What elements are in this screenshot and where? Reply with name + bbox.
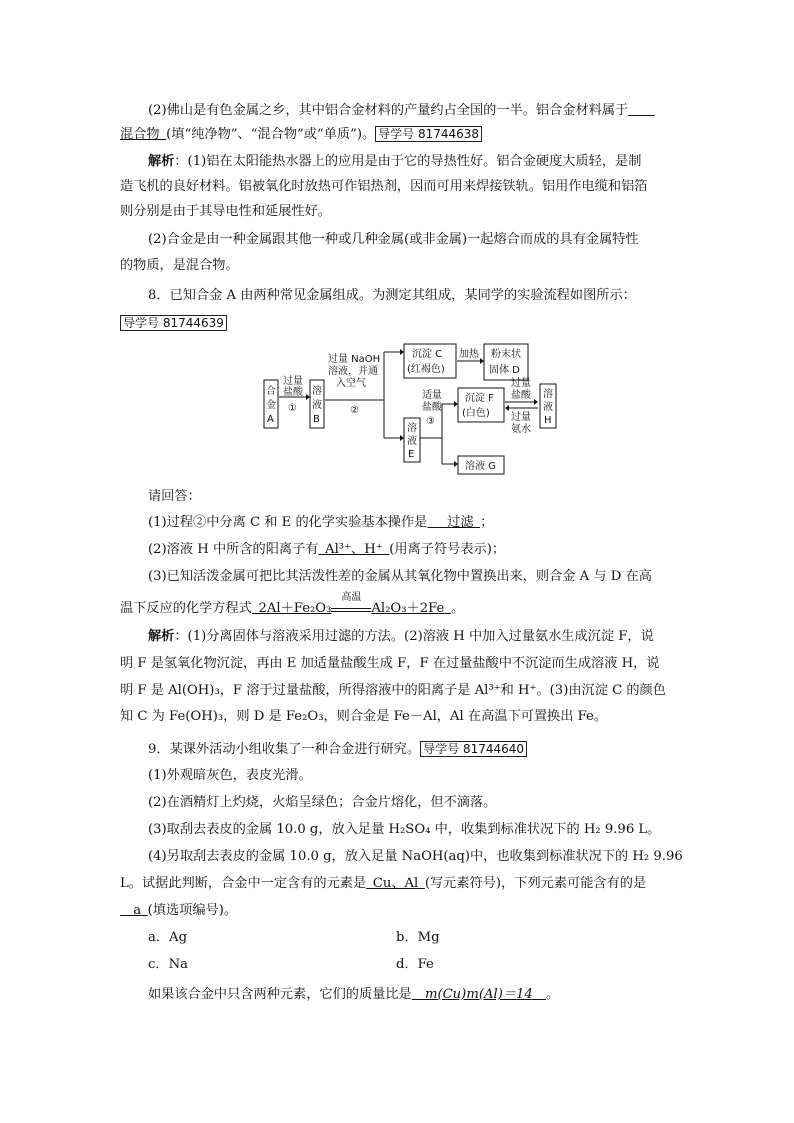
q7-jiexi-line5: 的物质，是混合物。 <box>120 258 239 273</box>
q7-part2-line2: 混合物 (填“纯净物”、“混合物”或“单质”)。 导学号 81744638 <box>120 125 482 144</box>
q7-answer-blank: 混合物 <box>120 127 160 142</box>
solh-char-2: 液 <box>543 402 553 413</box>
nh3-mid: 氨水 <box>511 424 531 435</box>
q8-equation-rhs: Al₂O₃＋2Fe <box>371 601 445 616</box>
q8-answer-3-line1: (3)已知活泼金属可把比其活泼性差的金属从其氧化物中置换出来，则合金 A 与 D 在高 <box>148 569 652 584</box>
heat-label: 加热 <box>459 349 479 360</box>
q8-ref-line <box>120 314 227 333</box>
nh3-top: 过量 <box>511 412 531 423</box>
q9-blank-2: a <box>133 903 142 918</box>
step1-reagent-mid: 盐酸 <box>283 387 303 398</box>
q9-blank-3: m(Cu)m(Al)＝14 <box>424 987 533 1002</box>
q9-stem: 9．某课外活动小组收集了一种合金进行研究。 导学号 81744640 <box>148 740 527 759</box>
q9-blank-1: Cu、Al <box>372 876 419 891</box>
q9-option-c: c．Na <box>148 957 188 972</box>
solid-d-l1: 粉末状 <box>491 349 521 360</box>
q8-answer-2: (2)溶液 H 中所含的阳离子有 Al³⁺、H⁺ (用离子符号表示)； <box>148 542 506 557</box>
alloy-char-3: A <box>267 414 274 425</box>
q8-ask: 请回答： <box>148 489 201 504</box>
solh-char-1: 溶 <box>543 389 553 400</box>
solb-char-1: 溶 <box>312 386 322 397</box>
solb-char-3: B <box>313 414 320 425</box>
q9-ref-number: 导学号 81744640 <box>420 741 527 757</box>
q7-jiexi-line1: 解析：(1)铝在太阳能热水器上的应用是由于它的导热性好。铝合金硬度大质轻，是制 <box>148 154 642 169</box>
sole-char-2: 液 <box>407 436 417 447</box>
sole-char-3: E <box>408 449 415 460</box>
q9-statement-3: (3)取刮去表皮的金属 10.0 g，放入足量 H₂SO₄ 中，收集到标准状况下的 H₂ 9.96 L。 <box>148 822 661 837</box>
q9-statement-4-line2: L。试据此判断，合金中一定含有的元素是 Cu、Al (写元素符号)，下列元素可能含有的是 <box>120 876 647 891</box>
step2-reagent-l2: 溶液，并通 <box>328 366 378 377</box>
alloy-char-1: 合 <box>266 386 276 397</box>
ppt-c-label: 沉淀 C <box>412 349 443 360</box>
q8-blank-2: Al³⁺、H⁺ <box>325 542 383 557</box>
q8-ref-number: 导学号 81744639 <box>120 315 227 331</box>
q8-jiexi-line2: 明 F 是氢氧化物沉淀，再由 E 加适量盐酸生成 F，F 在过量盐酸中不沉淀而生成溶液 H，说 <box>120 656 660 671</box>
solh-char-3: H <box>544 415 552 426</box>
q7-jiexi-line3: 则分别是由于其导电性和延展性好。 <box>120 204 331 219</box>
q8-jiexi-line3: 明 F 是 Al(OH)₃，F 溶于过量盐酸，所得溶液中的阳离子是 Al³⁺和 H⁺。(3)由沉淀 C 的颜色 <box>120 683 666 698</box>
q7-jiexi-line2: 造飞机的良好材料。铝被氧化时放热可作铝热剂，因而可用来焊接铁轨。铝用作电缆和铝箔 <box>120 179 648 194</box>
q8-stem: 8．已知合金 A 由两种常见金属组成。为测定其组成，某同学的实验流程如图所示： <box>148 288 636 303</box>
experiment-flow-diagram <box>262 342 562 477</box>
hcl-top: 过量 <box>511 378 531 389</box>
q7-jiexi-line4: (2)合金是由一种金属跟其他一种或几种金属(或非金属)一起熔合而成的具有金属特性 <box>148 232 639 247</box>
step1-reagent-top: 过量 <box>283 376 303 387</box>
arrowhead-step1 <box>306 394 310 400</box>
q7-part2-line1: (2)佛山是有色金属之乡，其中铝合金材料的产量约占全国的一半。铝合金材料属于 <box>148 103 629 118</box>
jiexi-label: 解析 <box>148 154 175 169</box>
step3-reagent-mid: 盐酸 <box>422 402 442 413</box>
equation-condition-arrow: 高温 <box>331 600 371 612</box>
q8-answer-3-line2: 温下反应的化学方程式 2Al＋Fe₂O₃ 高温 Al₂O₃＋2Fe 。 <box>120 592 465 616</box>
ppt-c-color: (红褐色) <box>407 364 445 375</box>
q9-mass-ratio-line: 如果该合金中只含两种元素，它们的质量比是 m(Cu)m(Al)＝14 。 <box>148 987 560 1002</box>
q8-jiexi-line1: 解析：(1)分离固体与溶液采用过滤的方法。(2)溶液 H 中加入过量氨水生成沉淀 F，说 <box>148 629 654 644</box>
q9-statement-2: (2)在酒精灯上灼烧，火焰呈绿色；合金片熔化，但不滴落。 <box>148 795 497 810</box>
sole-char-1: 溶 <box>407 423 417 434</box>
ppt-f-label: 沉淀 F <box>465 393 494 404</box>
jiexi-label: 解析 <box>148 629 175 644</box>
step3-number: ③ <box>426 416 435 427</box>
step2-number: ② <box>350 405 359 416</box>
q9-statement-1: (1)外观暗灰色，表皮光滑。 <box>148 768 312 783</box>
step1-number: ① <box>288 403 297 414</box>
sol-g-label: 溶液 G <box>465 461 496 472</box>
solb-char-2: 液 <box>312 400 322 411</box>
step2-reagent-l1: 过量 NaOH <box>328 354 381 365</box>
q9-option-b: b．Mg <box>396 930 440 945</box>
q8-equation-lhs: 2Al＋Fe₂O₃ <box>258 601 332 616</box>
ppt-f-color: (白色) <box>462 408 490 419</box>
step2-reagent-l3: 入空气 <box>336 378 366 389</box>
hcl-mid: 盐酸 <box>511 390 531 401</box>
q9-statement-4-line1: (4)另取刮去表皮的金属 10.0 g，放入足量 NaOH(aq)中，也收集到标准状况下的 H₂ 9.96 <box>148 849 683 864</box>
solid-d-l2: 固体 D <box>489 365 520 376</box>
q9-statement-4-line3: a (填选项编号)。 <box>133 903 238 918</box>
step3-reagent-top: 适量 <box>422 390 442 401</box>
alloy-char-2: 金 <box>266 400 276 411</box>
q8-jiexi-line4: 知 C 为 Fe(OH)₃，则 D 是 Fe₂O₃，则合金是 Fe－Al，Al 在高温下可置换出 Fe。 <box>120 709 608 724</box>
q7-ref-number: 导学号 81744638 <box>375 126 482 142</box>
q8-blank-1: 过滤 <box>447 515 474 530</box>
q9-option-d: d．Fe <box>396 957 434 972</box>
q8-answer-1: (1)过程②中分离 C 和 E 的化学实验基本操作是 过滤 ； <box>148 515 494 530</box>
q9-option-a: a．Ag <box>148 930 188 945</box>
